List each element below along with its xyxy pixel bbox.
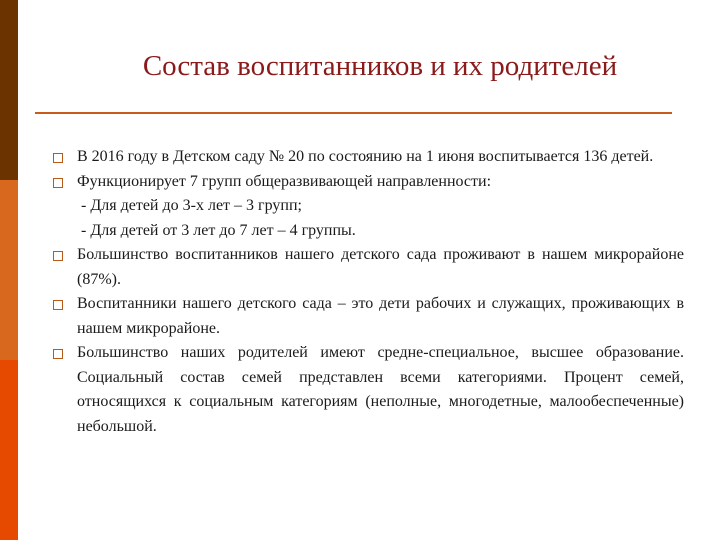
side-bar-segment-orange — [0, 180, 18, 360]
sub-item: - Для детей от 3 лет до 7 лет – 4 группы. — [81, 221, 356, 239]
list-item — [48, 243, 684, 292]
sub-item: - Для детей до 3-х лет – 3 групп; — [81, 197, 302, 214]
square-bullet-icon — [53, 153, 63, 163]
square-bullet-icon — [53, 349, 63, 359]
list-item-text: Функционирует 7 групп общеразвивающей направленности: — [77, 172, 492, 190]
list-item — [48, 170, 684, 195]
side-bar-segment-red — [0, 360, 18, 540]
slide-title: Состав воспитанников и их родителей — [142, 50, 618, 82]
slide-content — [48, 145, 684, 439]
side-decor-bar — [0, 0, 18, 540]
list-item — [48, 292, 684, 341]
list-item-text: Воспитанники нашего детского сада – это дети рабочих и служащих, проживающих в нашем микрорайоне. — [77, 295, 684, 337]
square-bullet-icon — [53, 251, 63, 261]
square-bullet-icon — [53, 300, 63, 310]
list-item — [48, 145, 684, 170]
side-bar-segment-dark — [0, 0, 18, 180]
list-item-text: В 2016 году в Детском саду № 20 по состоянию на 1 июня воспитывается 136 детей. — [77, 148, 654, 165]
list-item-text: Большинство воспитанников нашего детского сада проживают в нашем микрорайоне (87%). — [77, 246, 684, 288]
list-item-text: Большинство наших родителей имеют средне-специальное, высшее образование. Социальный состав семей представлен всеми категориями. Процент семей, относящихся к социальным категориям (неполные, многодетные, малообеспеченные) небольшой. — [77, 344, 684, 435]
list-item — [48, 341, 684, 439]
title-divider — [35, 112, 672, 114]
square-bullet-icon — [53, 178, 63, 188]
